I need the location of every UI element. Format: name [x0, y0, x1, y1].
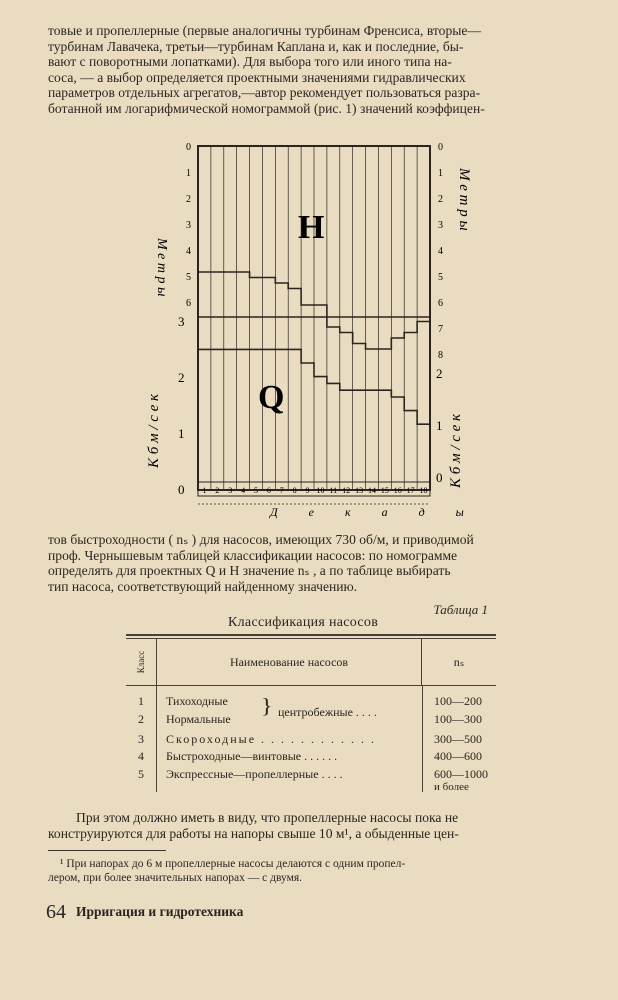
left-meters-tick: 1	[186, 168, 191, 179]
brace-label: центробежные . . . .	[278, 705, 377, 719]
table-row	[126, 732, 496, 750]
table-top-rule	[126, 634, 496, 636]
text-line: конструируются для работы на напоры свыше 10 м¹, а обыденные цен-	[48, 825, 459, 841]
right-meters-tick: 3	[438, 220, 443, 231]
left-flow-tick: 2	[178, 370, 185, 385]
right-flow-axis-label: К б м / с е к	[448, 413, 464, 488]
x-tick: 1	[202, 486, 207, 495]
table-row	[126, 749, 496, 767]
x-tick: 2	[215, 486, 220, 495]
right-flow-tick: 0	[436, 470, 443, 485]
left-meters-tick: 6	[186, 298, 191, 309]
left-flow-axis-label: К б м / с е к	[146, 393, 162, 468]
text-line: При этом должно иметь в виду, что пропеллерные насосы пока не	[76, 810, 459, 825]
row-class: 1	[138, 694, 144, 708]
left-meters-tick: 2	[186, 194, 191, 205]
text-line: соса, — а выбор определяется проектными значениями гидравлических	[48, 69, 466, 85]
right-meters-tick: 1	[438, 168, 443, 179]
right-flow-ticks	[436, 366, 443, 485]
right-flow-tick: 2	[436, 366, 443, 381]
left-meters-axis-label: М е т р ы	[154, 238, 169, 297]
page-number: 64	[46, 901, 66, 923]
grid-lines	[211, 146, 417, 490]
x-axis-label: Д е к а д ы	[270, 505, 478, 519]
text-line: товые и пропеллерные (первые аналогичны турбинам Френсиса, вторые—	[48, 23, 482, 38]
x-tick: 4	[241, 486, 246, 495]
left-meters-tick: 4	[186, 246, 191, 257]
x-tick: 3	[228, 486, 233, 495]
x-tick: 15	[380, 486, 389, 495]
row-class: 3	[138, 732, 144, 746]
row-ns: 600—1000	[434, 767, 488, 781]
footnote-line: ¹ При напорах до 6 м пропеллерные насосы делаются с одним пропел-	[60, 858, 406, 870]
text-line: параметров отдельных агрегатов,—автор рекомендует пользоваться разра-	[48, 85, 481, 100]
right-meters-tick: 0	[438, 142, 443, 153]
text-line: ботанной им логарифмической номограммой (рис. 1) значений коэффицен-	[48, 100, 485, 116]
right-meters-axis-label: М е т р ы	[456, 168, 472, 231]
nomogram-figure	[140, 138, 480, 528]
text-line: тов быстроходности ( nₛ ) для насосов, имеющих 730 об/м, и приводимой	[48, 532, 474, 547]
footnote-line: лером, при более значительных напорах — с двумя.	[48, 872, 303, 884]
x-tick: 16	[393, 486, 402, 495]
left-meters-tick: 5	[186, 272, 191, 283]
x-tick: 14	[368, 486, 376, 495]
row-name: Тихоходные	[166, 694, 228, 708]
journal-title: Ирригация и гидротехника	[76, 904, 244, 919]
paragraph-method	[48, 532, 572, 594]
right-flow-tick: 1	[436, 418, 443, 433]
table-body	[126, 686, 496, 792]
x-tick: 17	[406, 486, 415, 495]
row-name: Быстроходные—винтовые . . . . . .	[166, 749, 338, 763]
row-name: Скороходные . . . . . . . . . . . .	[166, 732, 377, 746]
row-ns: 100—300	[434, 712, 482, 726]
label-h: H	[298, 209, 325, 246]
x-tick: 13	[355, 486, 364, 495]
row-ns: 100—200	[434, 694, 482, 708]
header-class-cell	[126, 639, 157, 685]
paragraph-note	[48, 810, 572, 841]
header-ns-cell	[422, 639, 496, 685]
table-number: Таблица 1	[433, 602, 488, 617]
table-header	[126, 638, 496, 686]
right-meters-tick: 4	[438, 246, 443, 257]
x-tick: 7	[279, 486, 284, 495]
right-meters-tick: 2	[438, 194, 443, 205]
row-ns: 300—500	[434, 732, 482, 746]
row-name: Нормальные	[166, 712, 231, 726]
right-meters-tick: 5	[438, 272, 443, 283]
row-class: 2	[138, 712, 144, 726]
text-line: тип насоса, соответствующий найденному значению.	[48, 578, 358, 594]
x-tick: 9	[305, 486, 310, 495]
x-tick: 8	[292, 486, 297, 495]
header-ns: nₛ	[453, 654, 465, 669]
x-tick: 6	[266, 486, 271, 495]
left-meters-tick: 3	[186, 220, 191, 231]
row-class: 5	[138, 767, 144, 781]
classification-table	[126, 634, 496, 792]
left-flow-tick: 1	[178, 426, 185, 441]
text-line: вают с поворотными лопатками). Для выбора того или иного типа на-	[48, 54, 452, 69]
left-flow-ticks	[178, 314, 185, 497]
row-class: 4	[138, 749, 144, 763]
paragraph-intro	[48, 23, 572, 116]
label-q: Q	[258, 379, 285, 416]
table-title: Классификация насосов	[228, 615, 379, 630]
text-line: турбинам Лавачека, третьи—турбинам Каплана и, как и последние, бы-	[48, 38, 464, 54]
table-row	[126, 767, 496, 793]
left-flow-tick: 0	[178, 482, 185, 497]
x-tick: 11	[329, 486, 338, 495]
brace-symbol: }	[261, 694, 273, 718]
right-meters-tick: 6	[438, 298, 443, 309]
x-tick: 5	[254, 486, 258, 495]
row-name: Экспрессные—пропеллерные . . . .	[166, 767, 343, 781]
row-ns: 400—600	[434, 749, 482, 763]
left-meters-ticks	[186, 142, 191, 309]
row-ns-extra: и более	[434, 781, 469, 793]
right-meters-tick: 7	[438, 324, 443, 335]
text-line: определять для проектных Q и H значение nₛ , а по таблице выбирать	[48, 563, 451, 578]
header-class: Класс	[135, 650, 146, 674]
footnote-rule	[48, 850, 166, 851]
footnote	[48, 857, 572, 885]
right-meters-ticks	[438, 142, 443, 361]
left-flow-tick: 3	[178, 314, 185, 329]
x-tick: 12	[342, 486, 351, 495]
left-meters-tick: 0	[186, 142, 191, 153]
x-tick: 18	[419, 486, 428, 495]
right-meters-tick: 8	[438, 350, 443, 361]
header-name: Наименование насосов	[229, 654, 349, 669]
x-tick: 10	[316, 486, 325, 495]
header-name-cell	[157, 639, 422, 685]
text-line: проф. Чернышевым таблицей классификации насосов: по номограмме	[48, 547, 458, 563]
